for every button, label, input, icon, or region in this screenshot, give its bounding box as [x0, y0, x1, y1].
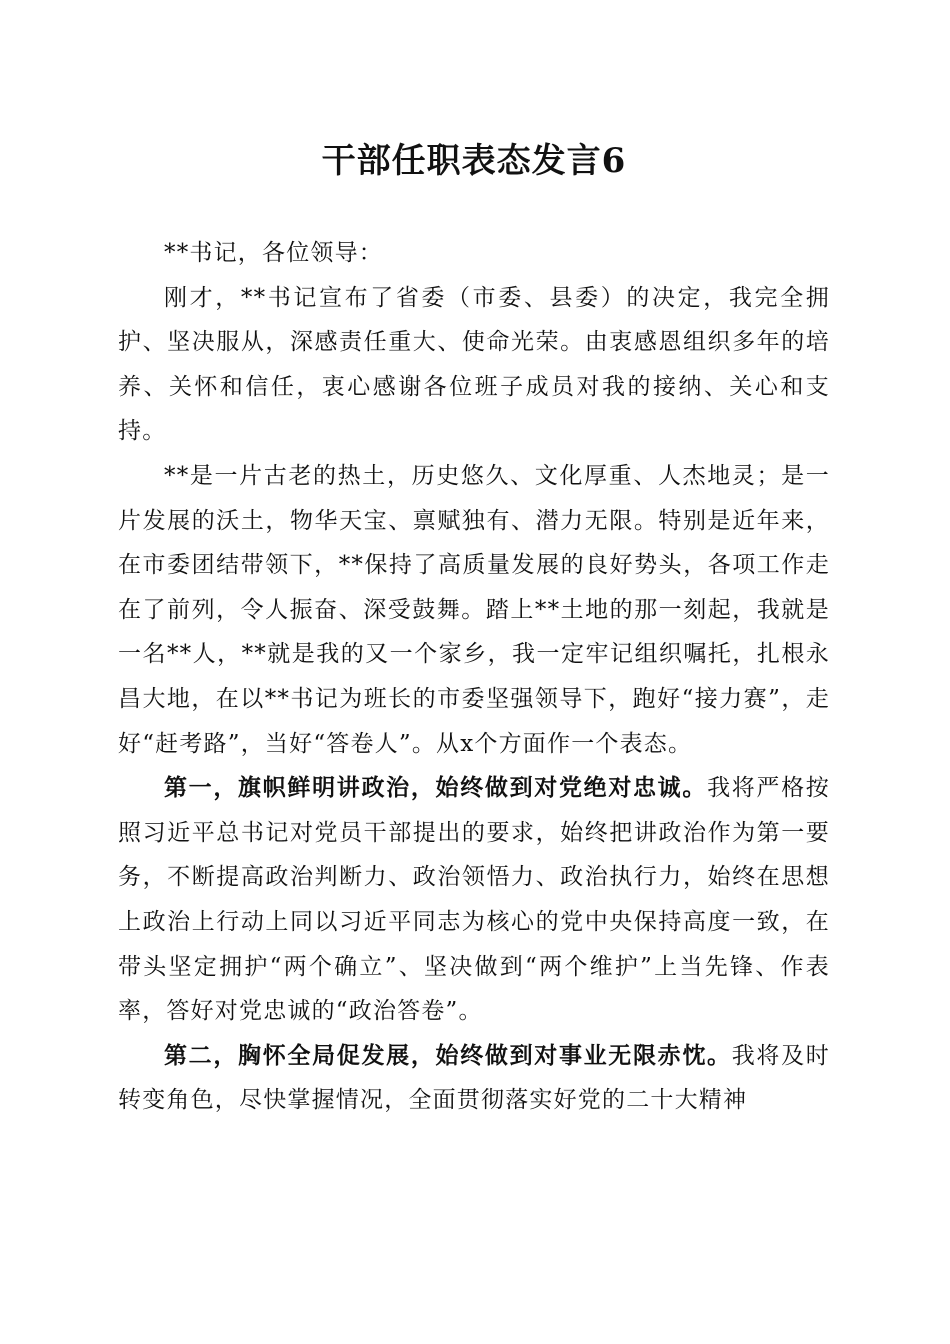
paragraph-3-text: 我将严格按照习近平总书记对党员干部提出的要求，始终把讲政治作为第一要务，不断提高政治判断力、政治领悟力、政治执行力，始终在思想上政治上行动上同以习近平同志为核心的党中央保持高度一致，在带头坚定拥护“两个确立”、坚决做到“两个维护”上当先锋、作表率，答好对党忠诚的“政治答卷”。	[118, 775, 830, 1025]
document-title: 干部任职表态发言6	[321, 141, 627, 181]
salutation: **书记，各位领导：	[164, 240, 383, 266]
paragraph-2	[118, 454, 830, 766]
paragraph-2-text: **是一片古老的热土，历史悠久、文化厚重、人杰地灵；是一片发展的沃土，物华天宝、禀赋独有、潜力无限。特别是近年来，在市委团结带领下，**保持了高质量发展的良好势头，各项工作走在了前列，令人振奋、深受鼓舞。踏上**土地的那一刻起，我就是一名**人，**就是我的又一个家乡，我一定牢记组织嘱托，扎根永昌大地，在以**书记为班长的市委坚强领导下，跑好“接力赛”，走好“赶考路”，当好“答卷人”。从x个方面作一个表态。	[118, 462, 830, 757]
paragraph-4-text: 我将及时转变角色，尽快掌握情况，全面贯彻落实好党的二十大精神	[118, 1042, 830, 1114]
paragraph-1-text: 刚才，**书记宣布了省委（市委、县委）的决定，我完全拥护、坚决服从，深感责任重大、使命光荣。由衷感恩组织多年的培养、关怀和信任，衷心感谢各位班子成员对我的接纳、关心和支持。	[118, 284, 830, 445]
paragraph-3	[118, 766, 830, 1034]
paragraph-1	[118, 276, 830, 454]
paragraph-3-lead: 第一，旗帜鲜明讲政治，始终做到对党绝对忠诚。	[164, 774, 708, 802]
paragraph-4	[118, 1034, 830, 1123]
paragraph-4-lead: 第二，胸怀全局促发展，始终做到对事业无限赤忱。	[164, 1041, 732, 1069]
document-body	[118, 231, 830, 1123]
